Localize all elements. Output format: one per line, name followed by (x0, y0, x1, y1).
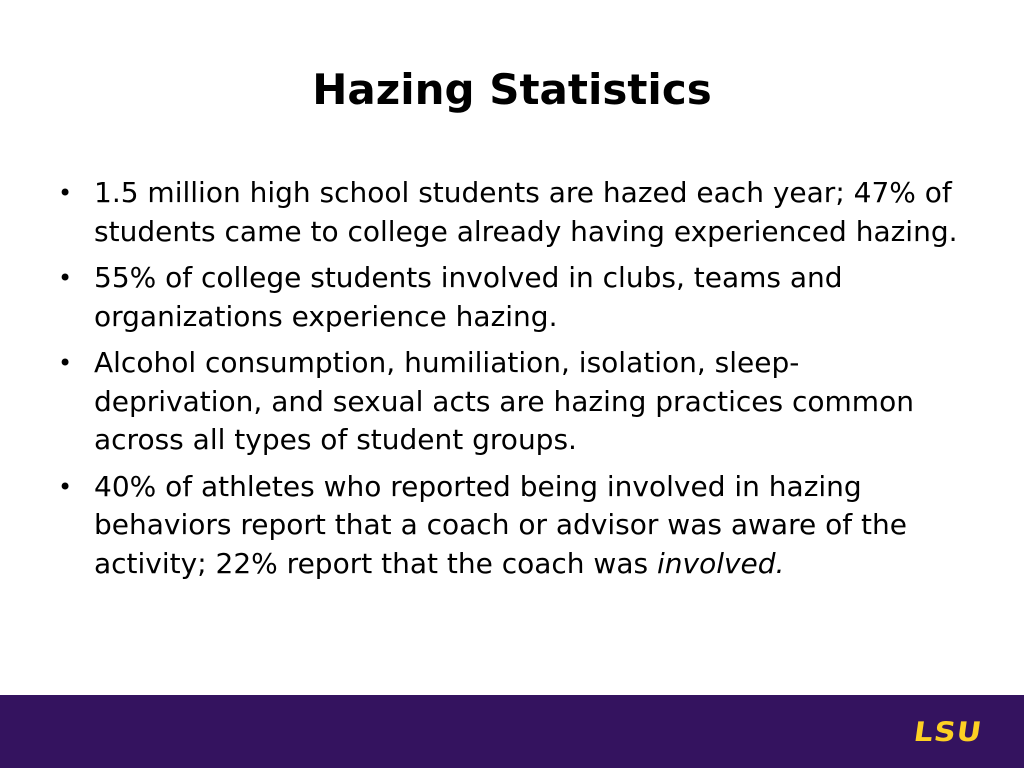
bullet-item (58, 259, 958, 336)
bullet-text: 55% of college students involved in clubs, teams and organizations experience hazing. (94, 261, 843, 333)
bullet-item (58, 174, 958, 251)
bullet-dot-icon: • (58, 349, 73, 377)
bullet-dot-icon: • (58, 179, 73, 207)
bullet-text-plain: 40% of athletes who reported being involved in hazing behaviors report that a coach or advisor was aware of the activity; 22% report that the coach was (94, 469, 907, 580)
bullet-item (58, 468, 958, 584)
bullet-item (58, 344, 958, 460)
bullet-dot-icon: • (58, 264, 73, 292)
bullet-text (94, 470, 907, 580)
bullet-text: Alcohol consumption, humiliation, isolation, sleep-deprivation, and sexual acts are hazing practices common across all types of student groups. (94, 346, 914, 456)
bullet-dot-icon: • (58, 472, 73, 501)
bullet-text-emphasis: involved. (656, 546, 785, 580)
bullet-list (58, 174, 958, 591)
slide-title: Hazing Statistics (312, 65, 712, 114)
footer-bar (0, 695, 1024, 768)
bullet-text: 1.5 million high school students are hazed each year; 47% of students came to college already having experienced hazing. (94, 176, 958, 248)
lsu-logo: LSU (911, 716, 985, 749)
